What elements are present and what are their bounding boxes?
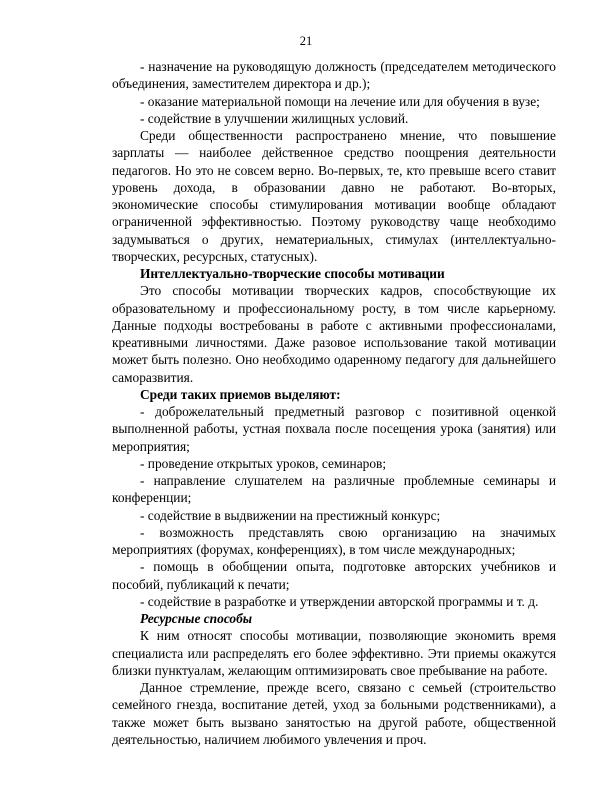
list-item: - содействие в разработке и утверждении авторской программы и т. д.: [140, 593, 539, 609]
page-number: 21: [299, 34, 313, 48]
body-paragraph: К ним относят способы мотивации, позволяющие экономить время специалиста или распределять его более эффективно. Эти приемы окажутся близки пунктуалам, желающим оптимизировать свое пребывание на работе.: [112, 628, 556, 678]
page-body: [112, 58, 556, 748]
list-item: - проведение открытых уроков, семинаров;: [140, 455, 387, 471]
list-item: - возможность представлять свою организацию на значимых мероприятиях (форумах, конференциях), в том числе международных;: [112, 524, 556, 557]
list-item: - направление слушателем на различные проблемные семинары и конференции;: [112, 473, 556, 506]
list-item: - содействие в улучшении жилищных условий.: [140, 110, 409, 126]
section-heading: Интеллектуально-творческие способы мотивации: [140, 266, 445, 281]
section-heading: Ресурсные способы: [140, 611, 253, 626]
list-item: - содействие в выдвижении на престижный конкурс;: [140, 507, 441, 523]
list-item: - помощь в обобщении опыта, подготовке авторских учебников и пособий, публикаций к печати;: [112, 559, 556, 592]
section-heading: Среди таких приемов выделяют:: [140, 386, 341, 402]
body-paragraph: Данное стремление, прежде всего, связано с семьей (строительство семейного гнезда, воспитание детей, уход за больными родственниками), а также может быть вызвано занятостью на другой работе, общественной деятельностью, наличием любимого увлечения и проч.: [112, 680, 556, 747]
body-paragraph: Это способы мотивации творческих кадров, способствующие их образовательному и профессиональному росту, в том числе карьерному. Данные подходы востребованы в работе с активными профессионалами, креативными личностями. Даже разовое использование такой мотивации может быть полезно. Оно необходимо одаренному педагогу для дальнейшего саморазвития.: [112, 283, 556, 385]
list-item: - оказание материальной помощи на лечение или для обучения в вузе;: [140, 93, 540, 109]
list-item: - доброжелательный предметный разговор с позитивной оценкой выполненной работы, устная похвала после посещения урока (занятия) или мероприятия;: [112, 404, 556, 454]
body-paragraph: Среди общественности распространено мнение, что повышение зарплаты — наиболее действенное средство поощрения деятельности педагогов. Но это не совсем верно. Во-первых, те, кто превыше всего ставит уровень дохода, в образовании давно не работают. Во-вторых, экономические способы стимулирования мотивации вообще обладают ограниченной эффективностью. Поэтому руководству чаще необходимо задумываться о других, нематериальных, стимулах (интеллектуально-творческих, ресурсных, статусных).: [112, 128, 556, 264]
list-item: - назначение на руководящую должность (председателем методического объединения, заместителем директора и др.);: [112, 59, 556, 92]
